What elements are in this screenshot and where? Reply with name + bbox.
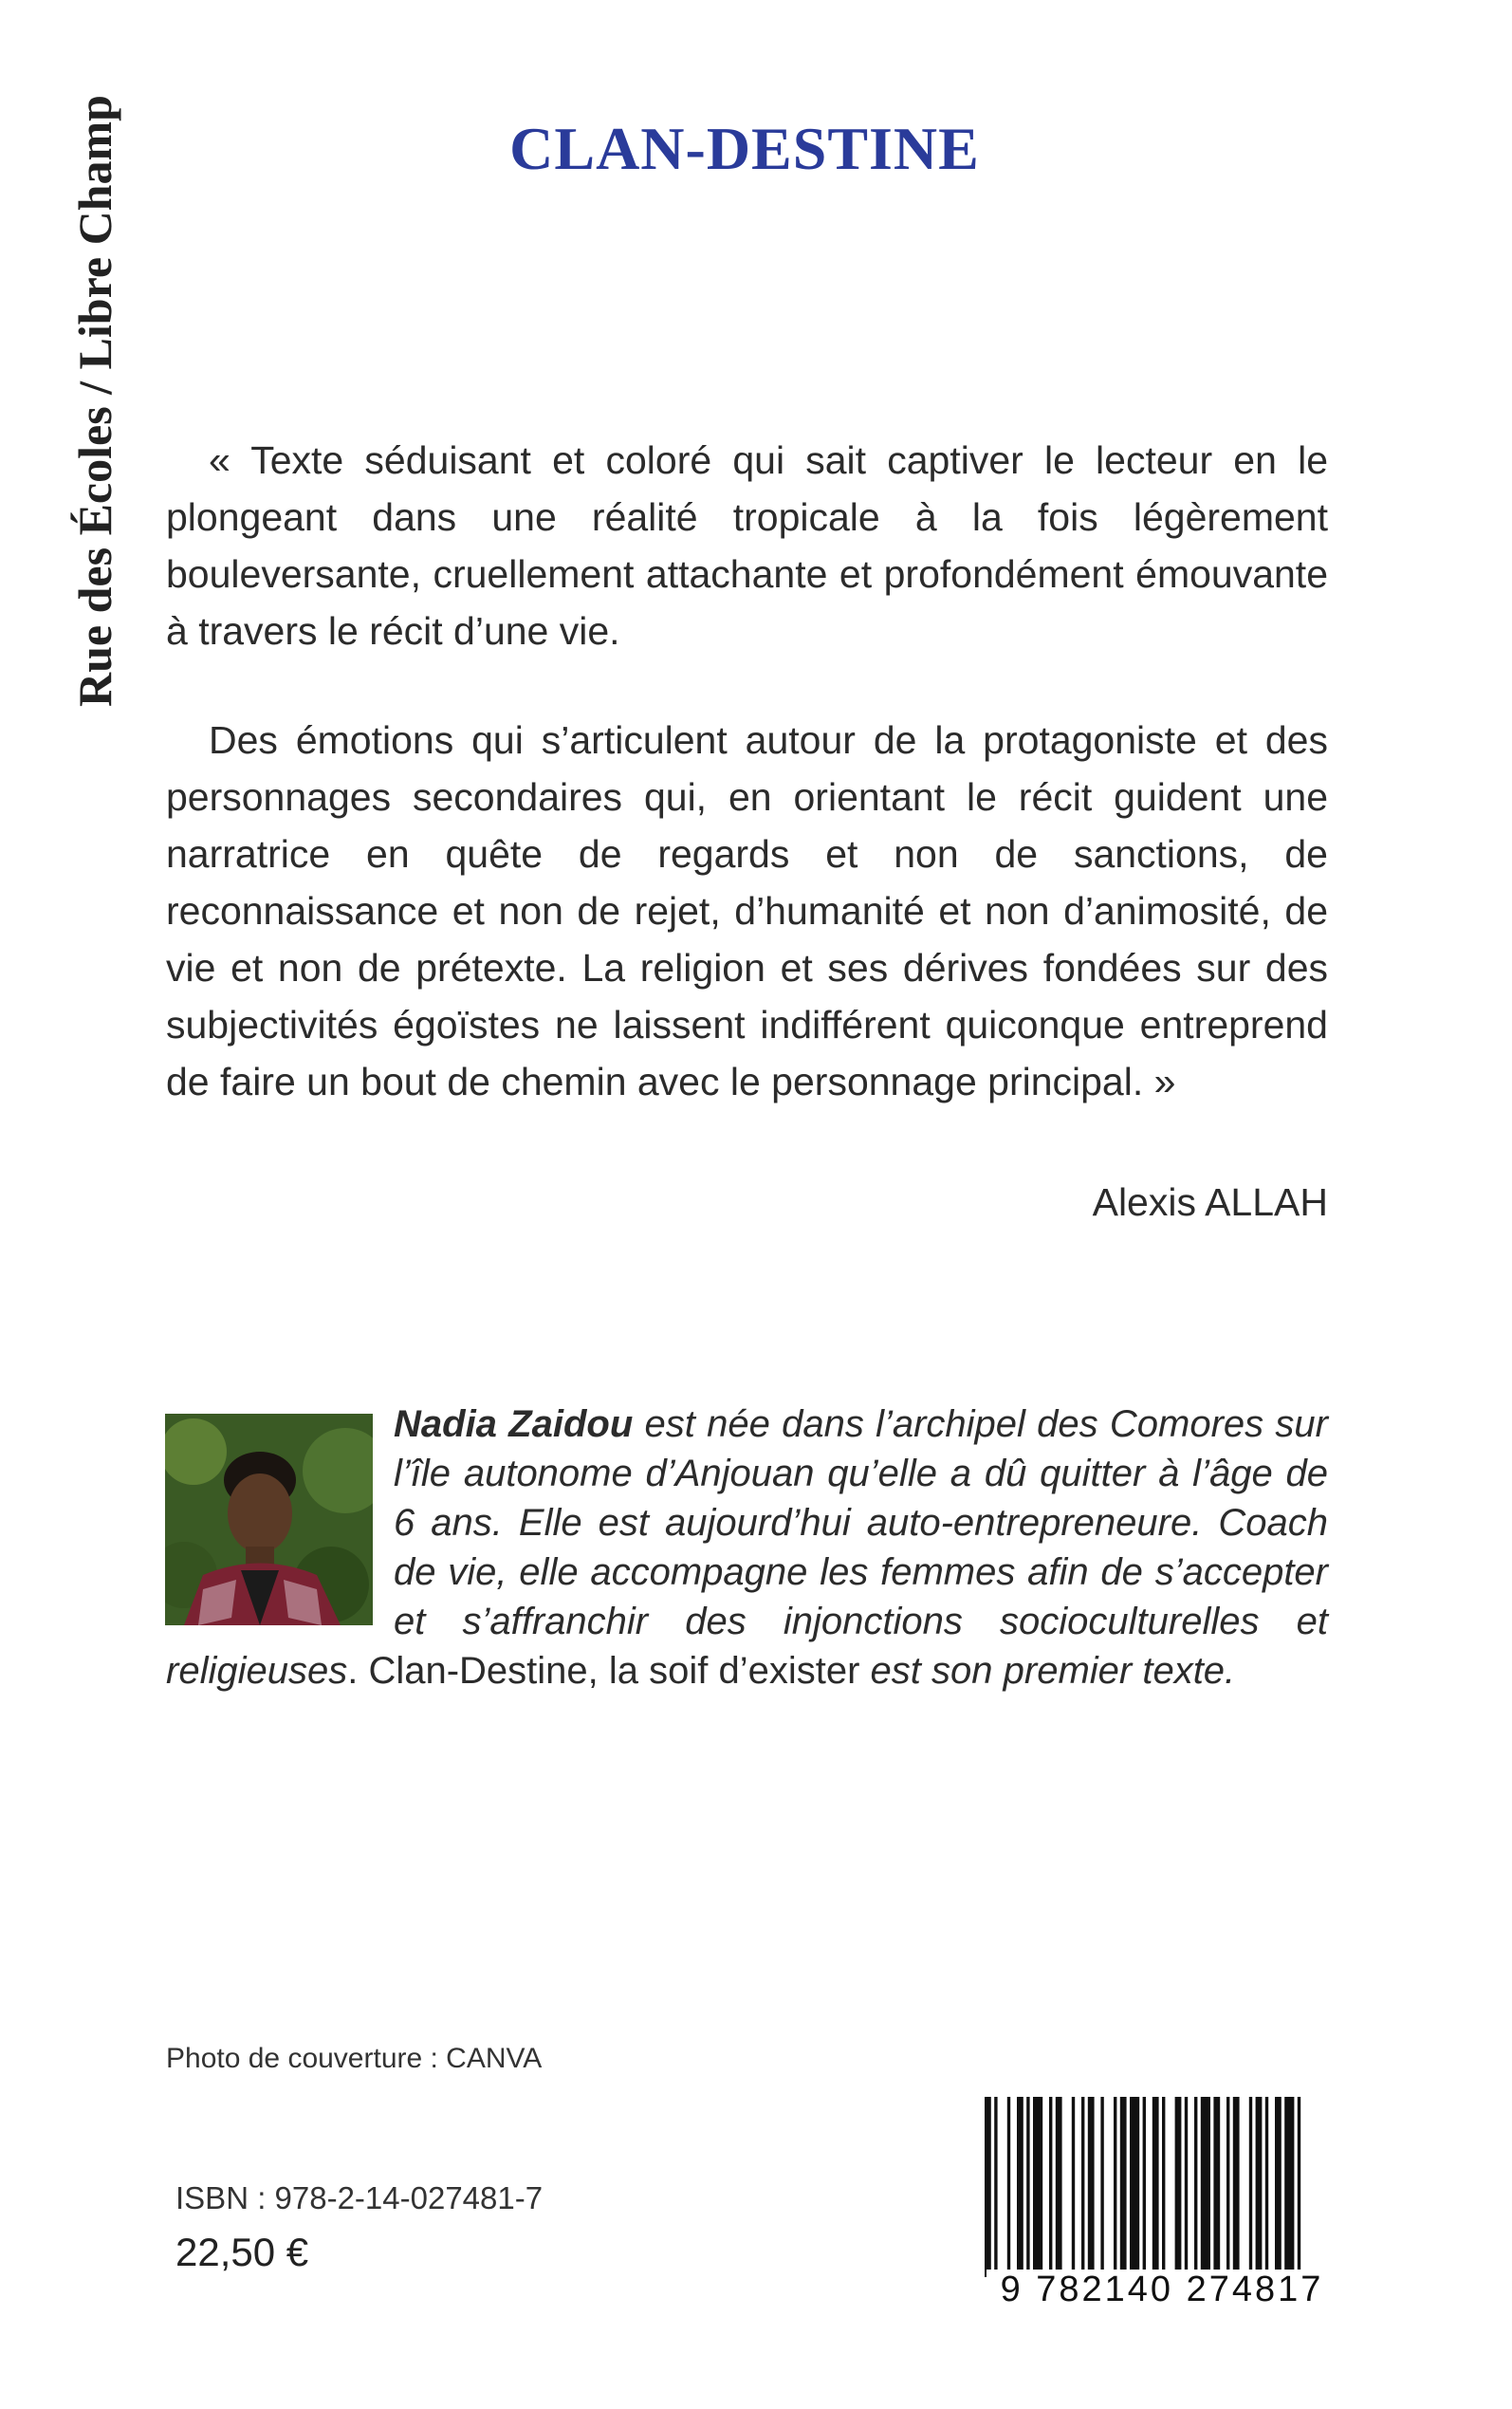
barcode-bar xyxy=(994,2097,997,2277)
barcode-bar xyxy=(1120,2097,1127,2277)
isbn: ISBN : 978-2-14-027481-7 xyxy=(175,2180,544,2215)
barcode-bar xyxy=(1175,2097,1182,2277)
author-name: Nadia Zaidou xyxy=(394,1403,634,1445)
barcode-bar xyxy=(1130,2097,1139,2277)
barcode-bar xyxy=(1201,2097,1210,2277)
barcode-bar xyxy=(1088,2097,1095,2277)
barcode-bar xyxy=(1226,2097,1229,2277)
barcode-bar xyxy=(1033,2097,1042,2277)
barcode-bar xyxy=(1213,2097,1220,2277)
barcode-bar xyxy=(1233,2097,1240,2277)
barcode-bar xyxy=(1162,2097,1165,2277)
barcode-bar xyxy=(1152,2097,1159,2277)
bio-text-end: est son premier texte. xyxy=(859,1650,1236,1692)
price: 22,50 € xyxy=(175,2230,309,2274)
barcode-bar xyxy=(1026,2097,1029,2277)
barcode-bar xyxy=(1298,2097,1300,2277)
barcode-bar xyxy=(1056,2097,1062,2277)
barcode-bar xyxy=(1284,2097,1294,2277)
blurb-signature: Alexis ALLAH xyxy=(1092,1180,1328,1224)
barcode-bar xyxy=(1275,2097,1282,2277)
bio-text: est née dans l’archipel des Comores sur l’île autonome d’Anjouan qu’elle a dû quitter à l’âge de 6 ans. Elle est aujourd’hui auto-entrepreneure. Coach de vie, elle accompagne les femmes afin de s’accepter et s’affranchir des injonctions socioculturelles et religieuses xyxy=(166,1403,1328,1692)
barcode-bar xyxy=(1081,2097,1084,2277)
barcode-bar xyxy=(1256,2097,1263,2277)
author-portrait-image xyxy=(165,1414,373,1625)
barcode-bar xyxy=(1017,2097,1023,2277)
author-photo xyxy=(165,1414,373,1625)
barcode-bar xyxy=(1072,2097,1075,2277)
barcode-bars xyxy=(977,2097,1337,2277)
barcode-bar xyxy=(1100,2097,1103,2277)
blurb-paragraph-2: Des émotions qui s’articulent autour de la protagoniste et des personnages secondaires qui, en orientant le récit guident une narratrice en quête de regards et non de sanctions, de reconnaissance et non de rejet, d’humanité et non d’animosité, de vie et non de prétexte. La religion et ses dérives fondées sur des subjectivités égoïstes ne laissent indifférent quiconque entreprend de faire un bout de chemin avec le personnage principal. » xyxy=(166,718,1328,1103)
photo-credit: Photo de couverture : CANVA xyxy=(166,2043,543,2074)
barcode-bar xyxy=(985,2097,991,2277)
barcode-bar xyxy=(1114,2097,1116,2277)
barcode-bar xyxy=(1007,2097,1010,2277)
spine-series-label: Rue des Écoles / Libre Champ xyxy=(68,95,121,707)
back-cover-blurb xyxy=(166,432,1328,1110)
barcode-bar xyxy=(1265,2097,1268,2277)
bio-book-title: . Clan-Destine, la soif d’exister xyxy=(347,1650,860,1692)
barcode-bar xyxy=(1194,2097,1197,2277)
barcode-bar xyxy=(1049,2097,1052,2277)
barcode-bar xyxy=(1185,2097,1188,2277)
blurb-paragraph-1: « Texte séduisant et coloré qui sait captiver le lecteur en le plongeant dans une réalité tropicale à la fois légèrement bouleversante, cruellement attachante et profondément émouvante à travers le récit d’une vie. xyxy=(166,438,1328,653)
book-title: CLAN-DESTINE xyxy=(509,115,980,182)
barcode-digits: 9 782140 274817 xyxy=(986,2270,1337,2310)
barcode-bar xyxy=(1143,2097,1146,2277)
barcode-bar xyxy=(1249,2097,1252,2277)
